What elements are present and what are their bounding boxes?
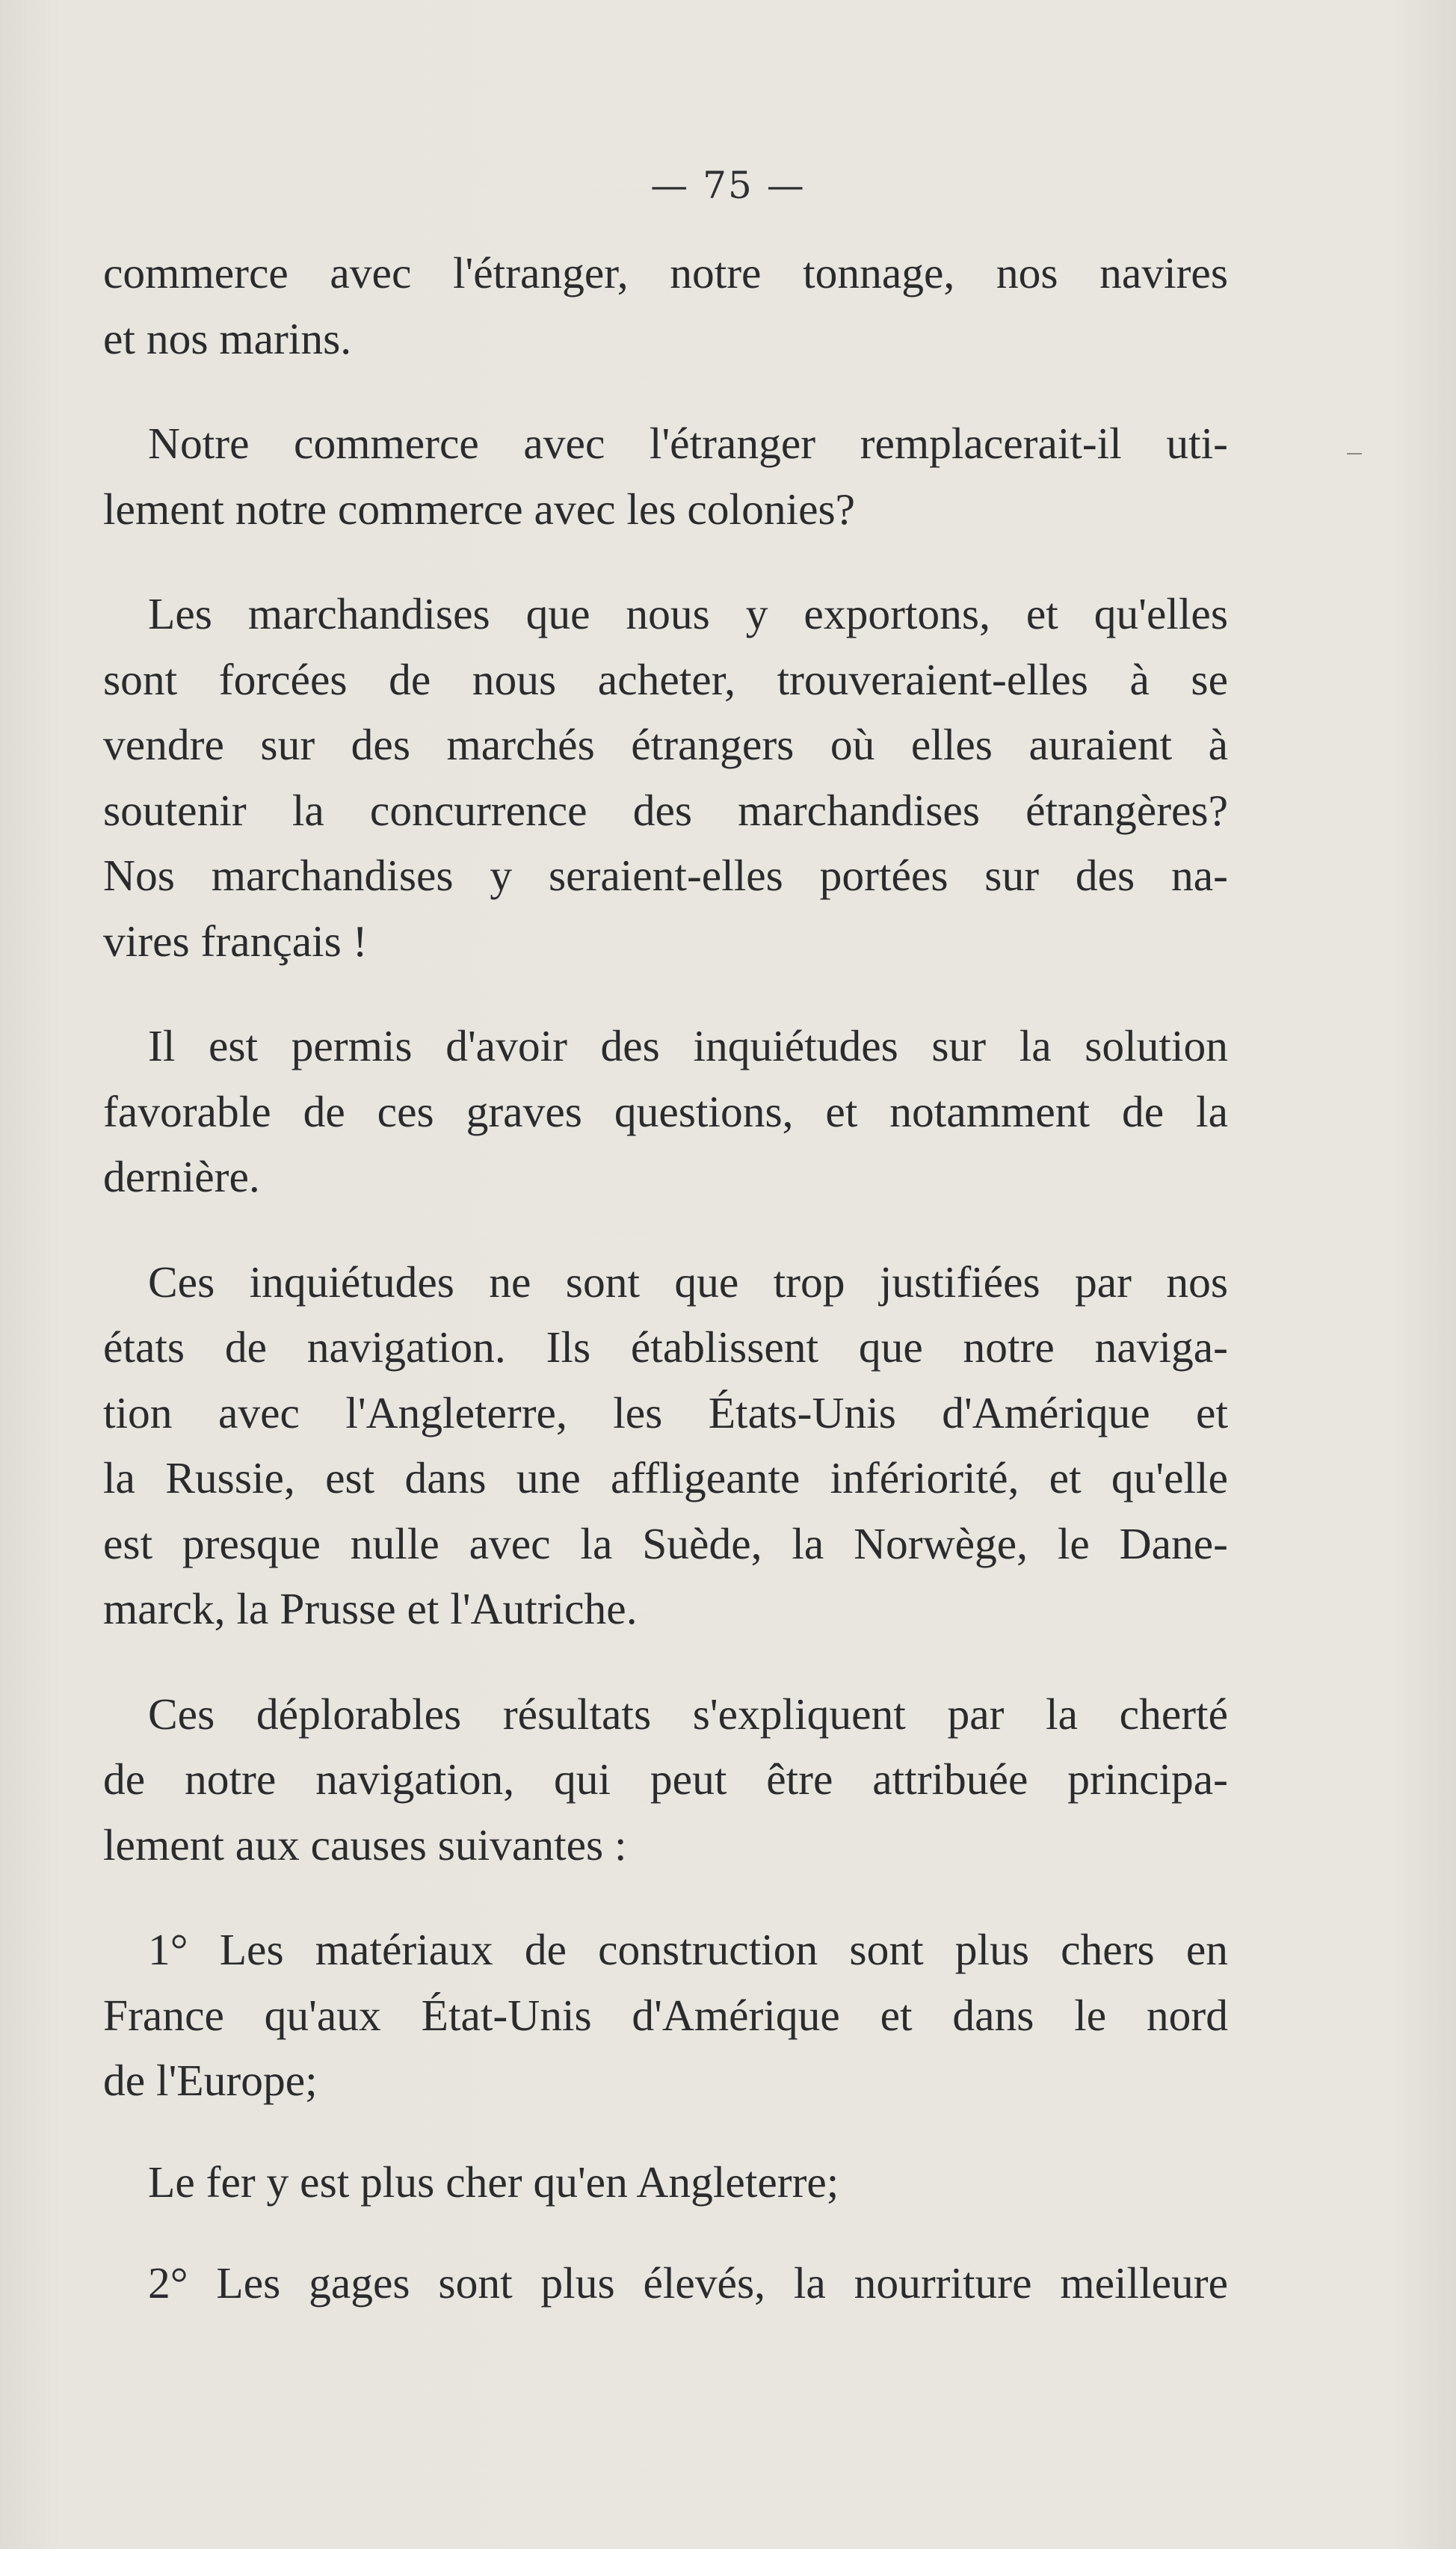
text-line: 2° Les gages sont plus élevés, la nourriture meilleure (148, 2258, 1228, 2308)
paragraph (103, 411, 1228, 542)
text-line: la Russie, est dans une affligeante infériorité, et qu'elle (103, 1453, 1228, 1502)
text-line: Les marchandises que nous y exportons, et qu'elles (148, 589, 1228, 638)
text-line: favorable de ces graves questions, et notamment de la (103, 1086, 1228, 1136)
text-line: Ces déplorables résultats s'expliquent par la cherté (148, 1689, 1228, 1739)
margin-mark (1347, 453, 1362, 454)
text-line: Ces inquiétudes ne sont que trop justifiées par nos (148, 1257, 1228, 1307)
paragraph (103, 1682, 1228, 1878)
text-line: de notre navigation, qui peut être attribuée principa- (103, 1754, 1228, 1804)
text-line: soutenir la concurrence des marchandises étrangères? (103, 785, 1228, 835)
text-line: et nos marins. (103, 313, 352, 363)
text-line: états de navigation. Ils établissent que notre naviga- (103, 1322, 1228, 1372)
text-line: de l'Europe; (103, 2056, 318, 2105)
text-line: est presque nulle avec la Suède, la Norwège, le Dane- (103, 1518, 1228, 1568)
paragraph (103, 1250, 1228, 1642)
page-number: — 75 — (650, 164, 806, 207)
text-line: lement aux causes suivantes : (103, 1819, 627, 1870)
text-line: commerce avec l'étranger, notre tonnage, nos navires (103, 248, 1228, 298)
text-line: 1° Les matériaux de construction sont plus chers en (148, 1925, 1228, 1974)
text-line: Nos marchandises y seraient-elles portées sur des na- (103, 851, 1228, 900)
text-line: marck, la Prusse et l'Autriche. (103, 1584, 638, 1633)
text-line: lement notre commerce avec les colonies? (103, 484, 856, 534)
text-line: tion avec l'Angleterre, les États-Unis d'Amérique et (103, 1387, 1228, 1437)
paragraph (103, 582, 1228, 974)
text-line: dernière. (103, 1152, 260, 1201)
text-line: Le fer y est plus cher qu'en Angleterre; (148, 2157, 839, 2207)
text-line: vires français ! (103, 916, 368, 966)
text-line: sont forcées de nous acheter, trouveraient-elles à se (103, 654, 1228, 704)
paragraph (103, 1917, 1228, 2114)
paragraph (103, 1014, 1228, 1210)
paragraph (103, 2251, 1228, 2317)
text-line: Notre commerce avec l'étranger remplacerait-il uti- (148, 419, 1228, 468)
paragraph (103, 241, 1228, 372)
text-line: Il est permis d'avoir des inquiétudes sur la solution (148, 1021, 1228, 1070)
text-line: France qu'aux État-Unis d'Amérique et dans le nord (103, 1990, 1228, 2040)
text-line: vendre sur des marchés étrangers où elles auraient à (103, 720, 1228, 769)
paragraph (103, 2150, 1228, 2216)
page-text (103, 241, 1228, 2317)
